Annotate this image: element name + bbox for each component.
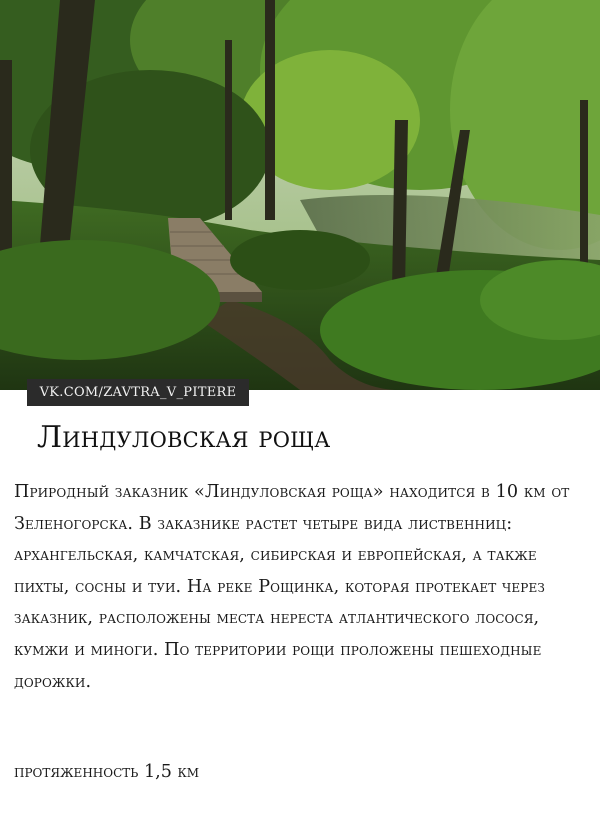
forest-scene-illustration xyxy=(0,0,600,390)
forest-boardwalk-photo xyxy=(0,0,600,390)
route-length: протяженность 1,5 км xyxy=(14,762,200,782)
description-text: Природный заказник «Линдуловская роща» находится в 10 км от Зеленогорска. В заказнике растет четыре вида лиственниц: архангельская, камчатская, сибирская и европейская, а также пихты, сосны и туи. На реке Рощинка, которая протекает через заказник, расположены места нереста атлантического лосося, кумжи и миноги. По территории рощи проложены пешеходные дорожки. xyxy=(14,482,570,692)
page-title: Линдуловская роща xyxy=(37,420,331,455)
source-tag: VK.COM/ZAVTRA_V_PITERE xyxy=(27,379,249,406)
